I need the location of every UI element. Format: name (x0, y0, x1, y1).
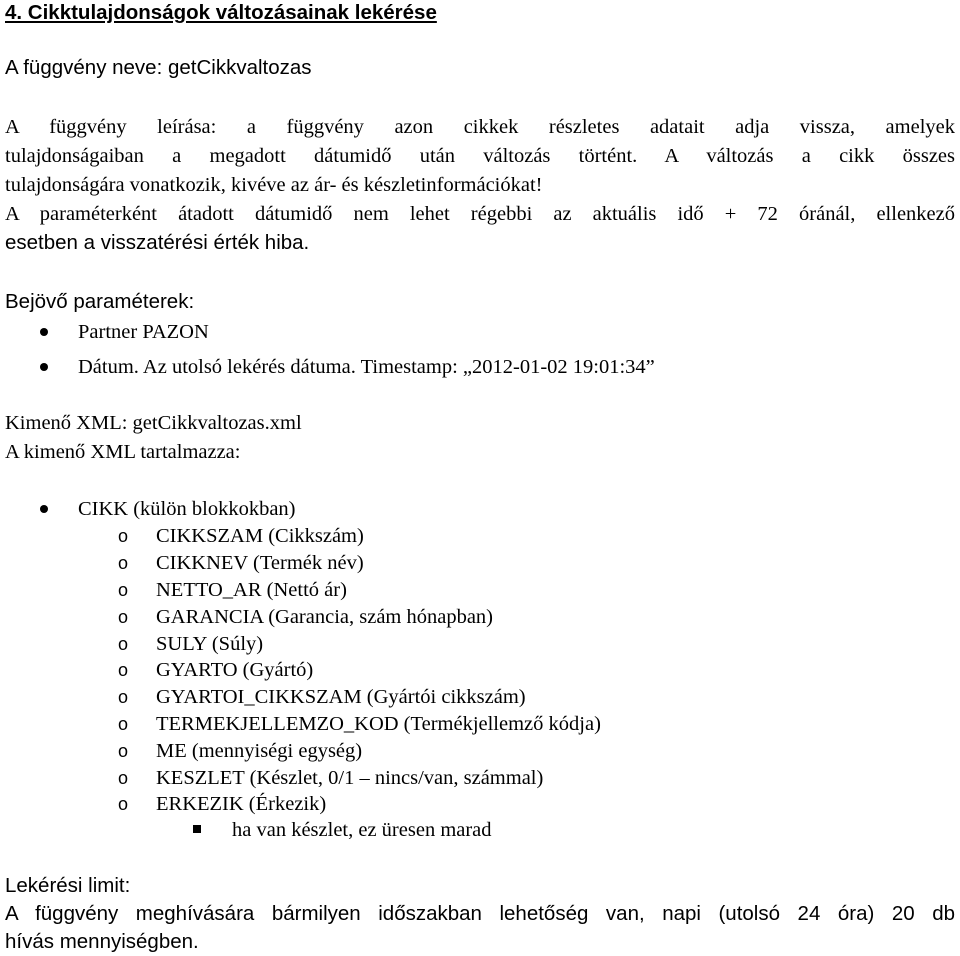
bullet-icon (40, 363, 48, 371)
circle-bullet-icon: o (118, 768, 129, 788)
cikk-field: CIKKSZAM (Cikkszám) (156, 525, 364, 547)
description-line-5: esetben a visszatérési érték hiba. (5, 231, 310, 254)
description-line-1: A függvény leírása: a függvény azon cikkek részletes adatait adja vissza, amelyek (5, 116, 955, 138)
circle-bullet-icon: o (118, 794, 129, 814)
circle-bullet-icon: o (118, 553, 129, 573)
input-param-date: Dátum. Az utolsó lekérés dátuma. Timestamp: „2012-01-02 19:01:34” (78, 356, 655, 378)
section-heading: 4. Cikktulajdonságok változásainak lekérése (5, 1, 437, 24)
cikk-field: KESZLET (Készlet, 0/1 – nincs/van, számmal) (156, 767, 544, 789)
circle-bullet-icon: o (118, 580, 129, 600)
bullet-icon (40, 328, 48, 336)
cikk-field: ERKEZIK (Érkezik) (156, 793, 327, 815)
circle-bullet-icon: o (118, 607, 129, 627)
circle-bullet-icon: o (118, 741, 129, 761)
circle-bullet-icon: o (118, 634, 129, 654)
cikk-field: GARANCIA (Garancia, szám hónapban) (156, 606, 494, 628)
output-contains: A kimenő XML tartalmazza: (5, 441, 241, 463)
circle-bullet-icon: o (118, 660, 129, 680)
input-param-partner: Partner PAZON (78, 321, 209, 343)
circle-bullet-icon: o (118, 687, 129, 707)
cikk-field: TERMEKJELLEMZO_KOD (Termékjellemző kódja) (156, 713, 601, 735)
description-line-3: tulajdonságára vonatkozik, kivéve az ár- és készletinformációkat! (5, 174, 543, 196)
square-bullet-icon (193, 825, 201, 833)
cikk-field: SULY (Súly) (156, 633, 264, 655)
cikk-field: GYARTOI_CIKKSZAM (Gyártói cikkszám) (156, 686, 526, 708)
limit-title: Lekérési limit: (5, 874, 131, 897)
limit-text-line-1: A függvény meghívására bármilyen időszakban lehetőség van, napi (utolsó 24 óra) 20 db (5, 902, 955, 925)
circle-bullet-icon: o (118, 526, 129, 546)
erkezik-subitem: ha van készlet, ez üresen marad (232, 819, 492, 841)
bullet-icon (40, 505, 48, 513)
limit-text-line-2: hívás mennyiségben. (5, 930, 199, 953)
cikk-field: ME (mennyiségi egység) (156, 740, 363, 762)
description-line-4: A paraméterként átadott dátumidő nem lehet régebbi az aktuális idő + 72 óránál, ellenkező (5, 203, 955, 225)
input-params-title: Bejövő paraméterek: (5, 290, 195, 313)
cikk-item: CIKK (külön blokkokban) (78, 498, 296, 520)
cikk-field: CIKKNEV (Termék név) (156, 552, 364, 574)
cikk-field: NETTO_AR (Nettó ár) (156, 579, 347, 601)
circle-bullet-icon: o (118, 714, 129, 734)
cikk-field: GYARTO (Gyártó) (156, 659, 314, 681)
output-xml-name: Kimenő XML: getCikkvaltozas.xml (5, 412, 302, 434)
description-line-2: tulajdonságaiban a megadott dátumidő után változás történt. A változás a cikk összes (5, 145, 955, 167)
function-name: A függvény neve: getCikkvaltozas (5, 56, 312, 79)
